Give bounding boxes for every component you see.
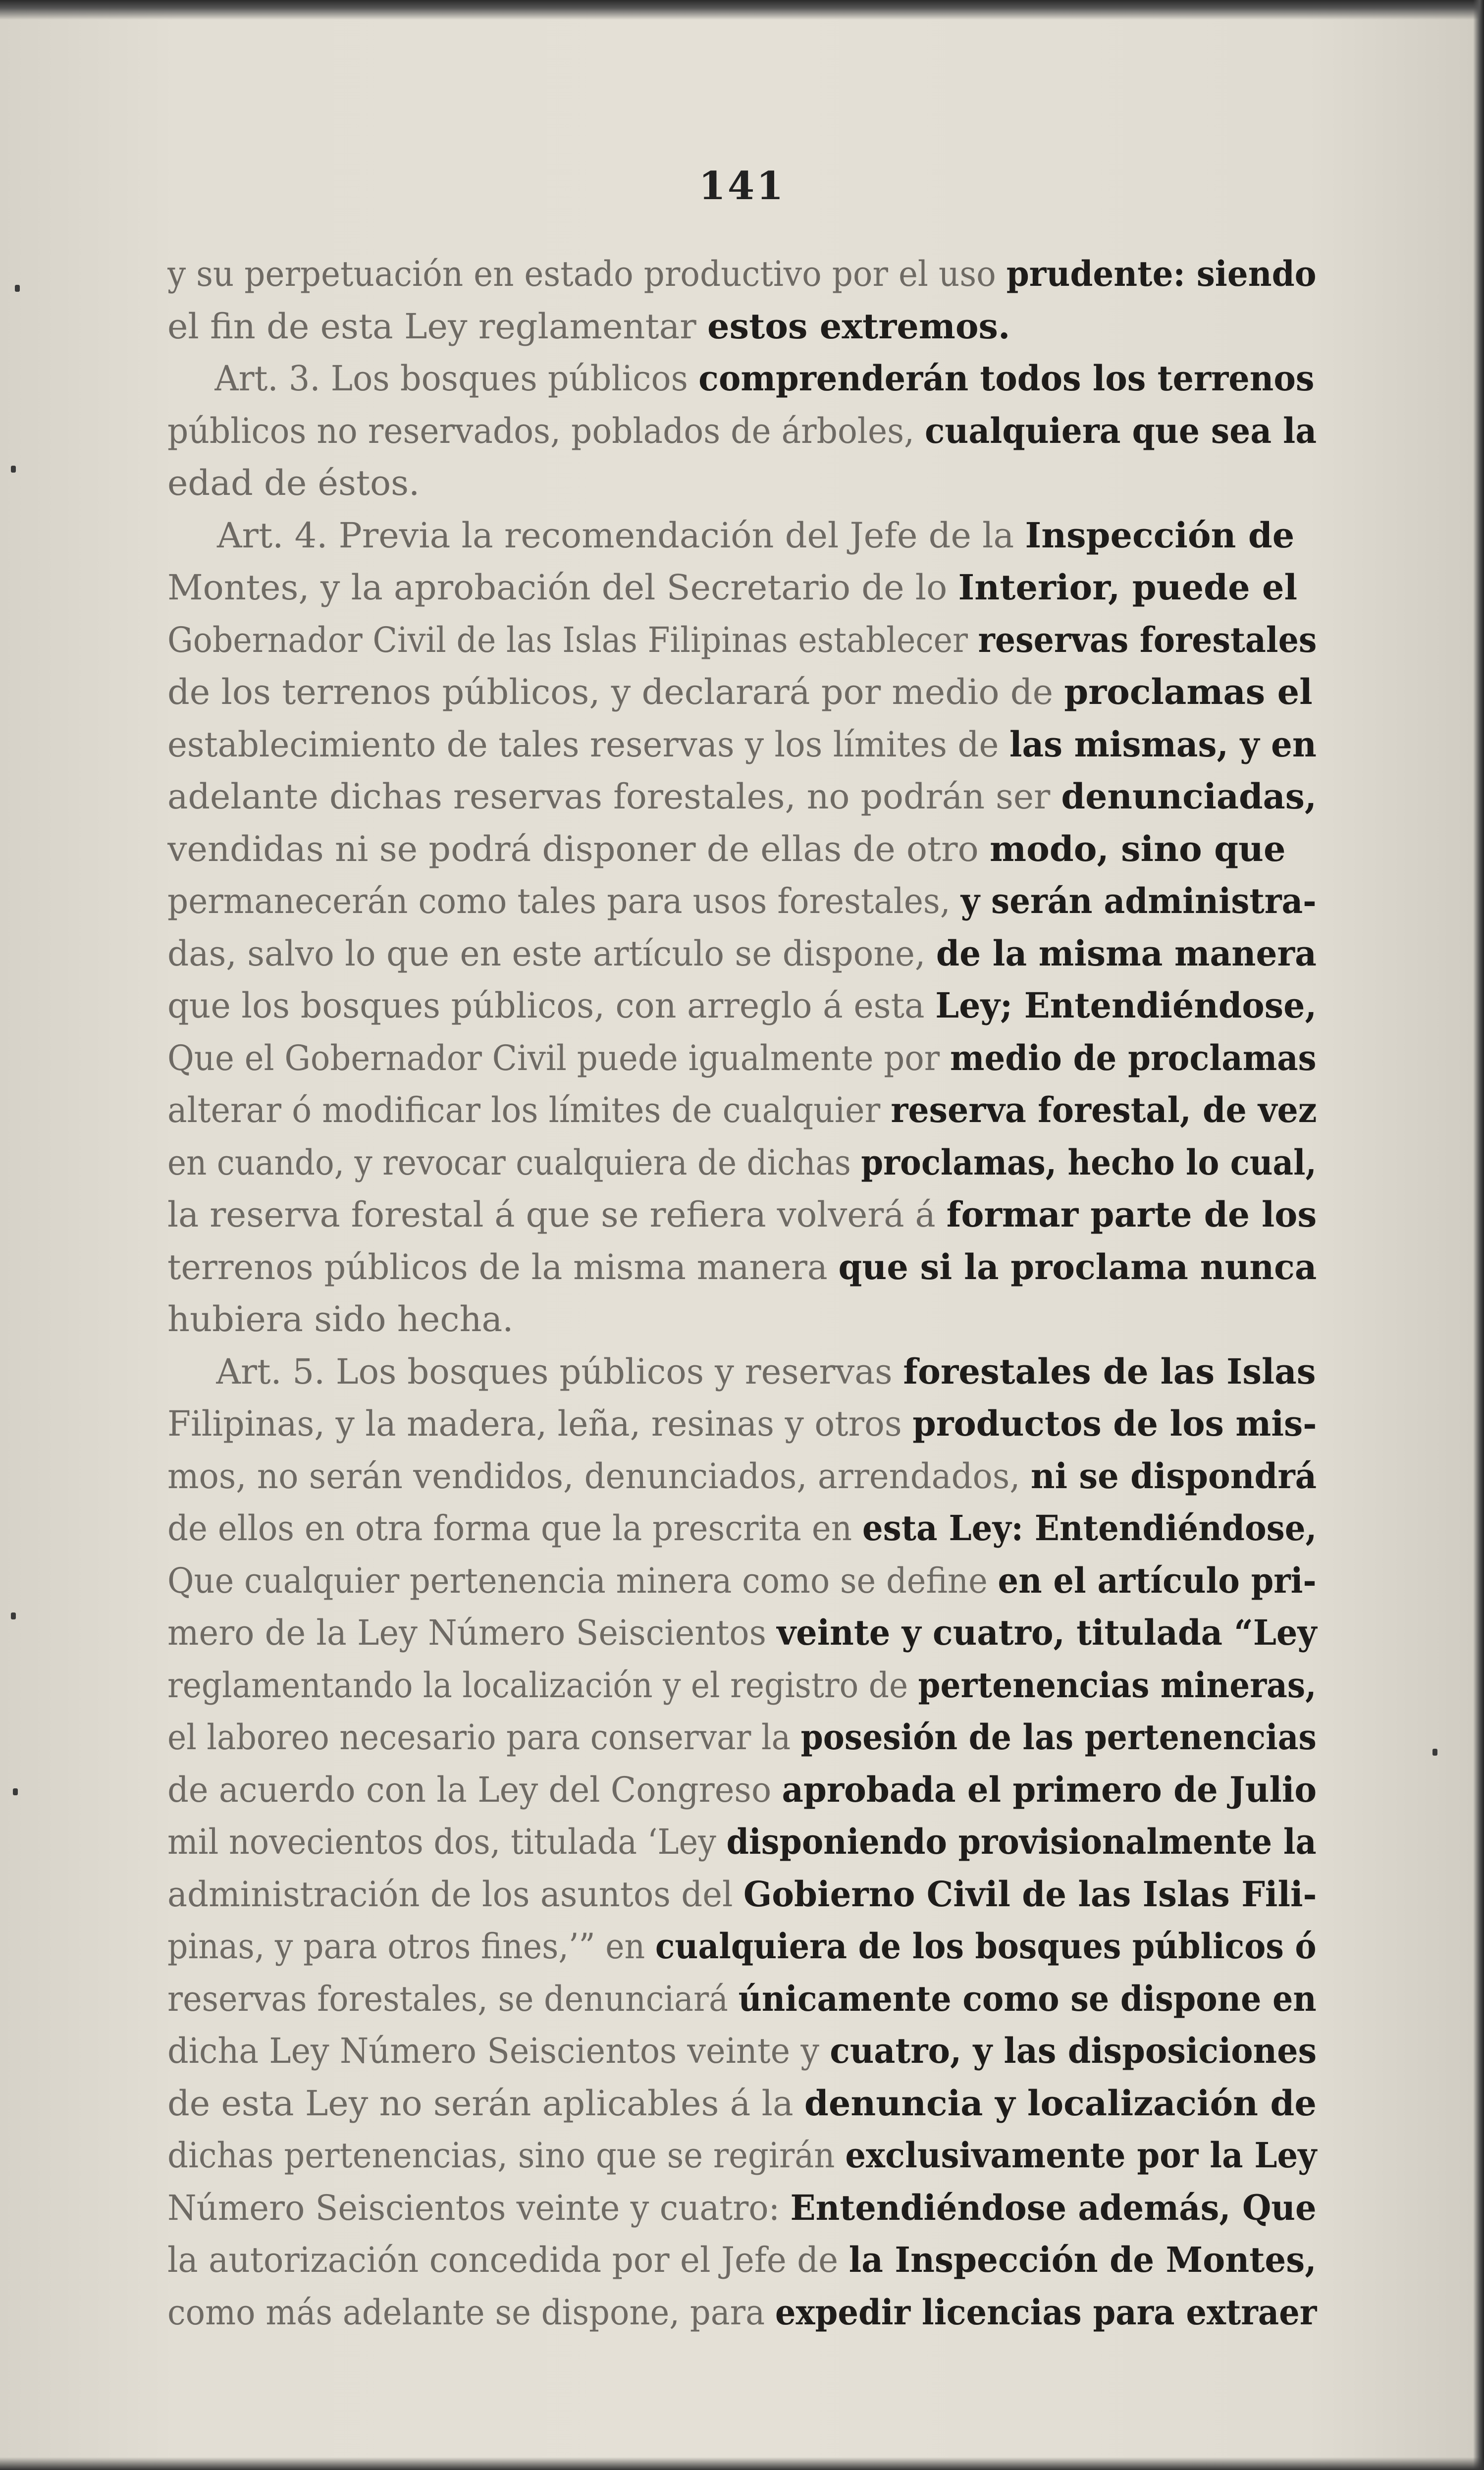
text-line-light: Que el Gobernador Civil puede igualmente por [167,1037,951,1078]
text-line [167,770,1324,823]
text-line-dark: forestales de las Islas [903,1350,1316,1392]
text-line-dark: denuncia y localización de [804,2082,1317,2124]
text-line-light: dichas pertenencias, sino que se regirán [167,2135,846,2176]
text-line-light: Gobernador Civil de las Islas Filipinas establecer [167,619,978,660]
text-line-dark: cualquiera de los bosques públicos ó [655,1926,1317,1967]
text-line-light: vendidas ni se podrá disponer de ellas de otro [167,828,990,869]
text-line [167,979,1349,1032]
text-line [167,1345,1334,1398]
scan-bottom-edge [0,2457,1484,2470]
text-line-dark: en el artículo pri- [998,1559,1317,1601]
text-line-dark: veinte y cuatro, titulada “Ley [777,1612,1317,1653]
text-line-dark: cualquiera que sea la [925,410,1317,451]
text-line-dark: denunciadas, [1061,776,1317,817]
text-line-light: el laboreo necesario para conservar la [167,1717,801,1758]
text-line-dark: estos extremos. [707,305,1010,347]
text-line-light: Montes, y la aprobación del Secretario de lo [167,567,958,608]
text-line-light: de acuerdo con la Ley del Congreso [167,1769,782,1810]
text-line-light: das, salvo lo que en este artículo se dispone, [167,933,936,974]
text-line [167,1084,1378,1136]
text-line-light: administración de los asuntos del [167,1874,743,1915]
text-line-dark: prudente: siendo [1006,253,1317,294]
text-line-dark: medio de proclamas [950,1037,1317,1078]
text-line-light: Art. 5. Los bosques públicos y reservas [216,1351,903,1392]
text-line-light: Filipinas, y la madera, leña, resinas y otros [167,1403,913,1444]
text-line-light: establecimiento de tales reservas y los límites de [167,724,1009,765]
text-line [167,561,1317,614]
text-line-light: Art. 4. Previa la recomendación del Jefe de la [217,515,1025,556]
margin-speck [15,285,20,292]
text-line-light: públicos no reservados, poblados de árboles, [167,410,925,451]
text-line-light: alterar ó modificar los límites de cualquier [167,1090,891,1130]
text-line-light: que los bosques públicos, con arreglo á esta [167,985,936,1026]
text-line [167,1868,1365,1921]
margin-speck [11,1612,16,1619]
text-line-light: como más adelante se dispone, para [167,2292,775,2333]
text-line [167,1764,1367,1816]
text-line [167,2129,1395,2182]
text-line-dark: reserva forestal, de vez [891,1089,1317,1130]
text-line [167,1920,1410,1973]
text-line [167,2182,1368,2234]
text-line-dark: comprenderán todos los terrenos [698,358,1315,399]
text-line-light: edad de éstos. [167,463,420,503]
text-line-dark: que si la proclama nunca [838,1246,1317,1288]
text-line-dark: modo, sino que [990,828,1286,869]
text-line-light: Que cualquier pertenencia minera como se define [167,1560,998,1601]
text-line-dark: reservas forestales [978,619,1317,660]
text-line-light: mero de la Ley Número Seiscientos [167,1612,777,1653]
text-line [167,352,1367,405]
margin-speck [13,1788,18,1795]
text-line-dark: productos de los mis- [912,1403,1317,1444]
margin-speck [11,466,16,473]
text-line [167,1659,1417,1712]
text-line [167,1502,1392,1555]
body-text [167,248,1317,2338]
text-line-light: hubiera sido hecha. [167,1299,514,1340]
text-line [167,927,1357,980]
text-line-light: de ellos en otra forma que la prescrita en [167,1508,862,1549]
text-line [167,1450,1368,1503]
text-line-light: en cuando, y revocar cualquiera de dichas [167,1142,861,1183]
text-line [167,1241,1342,1293]
text-line-dark: Gobierno Civil de las Islas Fili- [743,1873,1317,1915]
text-line [167,1973,1404,2025]
text-line-light: de esta Ley no serán aplicables á la [167,2083,804,2124]
text-line-dark: únicamente como se dispone en [738,1978,1317,2019]
text-line [167,1397,1353,1450]
text-line-dark: Entendiéndose además, Que [790,2187,1317,2228]
text-line-dark: formar parte de los [946,1194,1317,1235]
text-line [167,1293,1317,1345]
text-line [167,1136,1420,1189]
scan-top-edge [0,0,1484,20]
text-line [167,1555,1399,1607]
text-line [167,823,1317,875]
text-line [167,509,1317,562]
text-line-dark: Interior, puede el [958,567,1298,608]
text-line-light: y su perpetuación en estado productivo por el uso [167,254,1007,294]
text-line-dark: exclusivamente por la Ley [845,2135,1317,2176]
text-line-light: de los terrenos públicos, y declarará por medio de [167,672,1064,712]
text-line [167,1032,1393,1084]
margin-speck [1432,1749,1437,1756]
text-line [167,875,1387,927]
text-line [167,614,1408,666]
text-line-dark: pertenencias mineras, [918,1664,1317,1706]
text-line-light: terrenos públicos de la misma manera [167,1246,839,1288]
text-line [167,2286,1396,2339]
text-line-dark: disponiendo provisionalmente la [726,1821,1317,1862]
text-line-dark: aprobada el primero de Julio [782,1769,1317,1810]
text-line-dark: de la misma manera [936,932,1317,974]
text-line [167,718,1361,771]
text-line-dark: las mismas, y en [1009,723,1317,765]
text-line-light: dicha Ley Número Seiscientos veinte y [167,2031,830,2071]
text-line [167,300,1317,353]
text-line [167,2025,1374,2077]
text-line-dark: ni se dispondrá [1030,1455,1317,1497]
text-line [167,405,1384,457]
scan-right-edge [1473,0,1484,2470]
text-line-dark: y serán administra- [960,880,1317,921]
text-line [167,457,1317,509]
text-line-light: reglamentando la localización y el registro de [167,1665,918,1706]
text-line-dark: proclamas, hecho lo cual, [861,1141,1317,1183]
text-line [167,1607,1369,1659]
text-line [167,1711,1413,1764]
text-line-light: mos, no serán vendidos, denunciados, arrendados, [167,1455,1031,1497]
text-line-dark: Ley; Entendiéndose, [935,985,1317,1026]
text-line-light: el fin de esta Ley reglamentar [167,306,708,347]
text-line-light: reservas forestales, se denunciará [167,1978,739,2019]
text-line [167,2234,1361,2286]
text-line [167,2077,1317,2130]
text-line [167,248,1389,300]
text-line-dark: Inspección de [1025,514,1295,556]
text-line-light: mil novecientos dos, titulada ‘Ley [167,1822,727,1862]
page-number: 141 [698,163,786,209]
text-line-light: adelante dichas reservas forestales, no podrán ser [167,776,1061,817]
text-line-dark: proclamas el [1064,671,1313,712]
text-line-dark: posesión de las pertenencias [800,1717,1317,1758]
text-line-light: la reserva forestal á que se refiera volverá á [167,1194,947,1235]
text-line-light: Art. 3. Los bosques públicos [214,358,699,399]
text-line [167,666,1317,718]
text-line-dark: esta Ley: Entendiéndose, [862,1507,1317,1549]
text-line-light: la autorización concedida por el Jefe de [167,2240,849,2280]
text-line-dark: la Inspección de Montes, [848,2239,1317,2280]
text-line-dark: cuatro, y las disposiciones [830,2030,1317,2071]
text-line-light: pinas, y para otros fines,’” en [167,1926,655,1967]
text-line [167,1816,1404,1868]
text-line-dark: expedir licencias para extraer [775,2291,1317,2333]
text-line-light: Número Seiscientos veinte y cuatro: [167,2187,791,2228]
text-line-light: permanecerán como tales para usos forestales, [167,881,961,921]
text-line [167,1188,1331,1241]
